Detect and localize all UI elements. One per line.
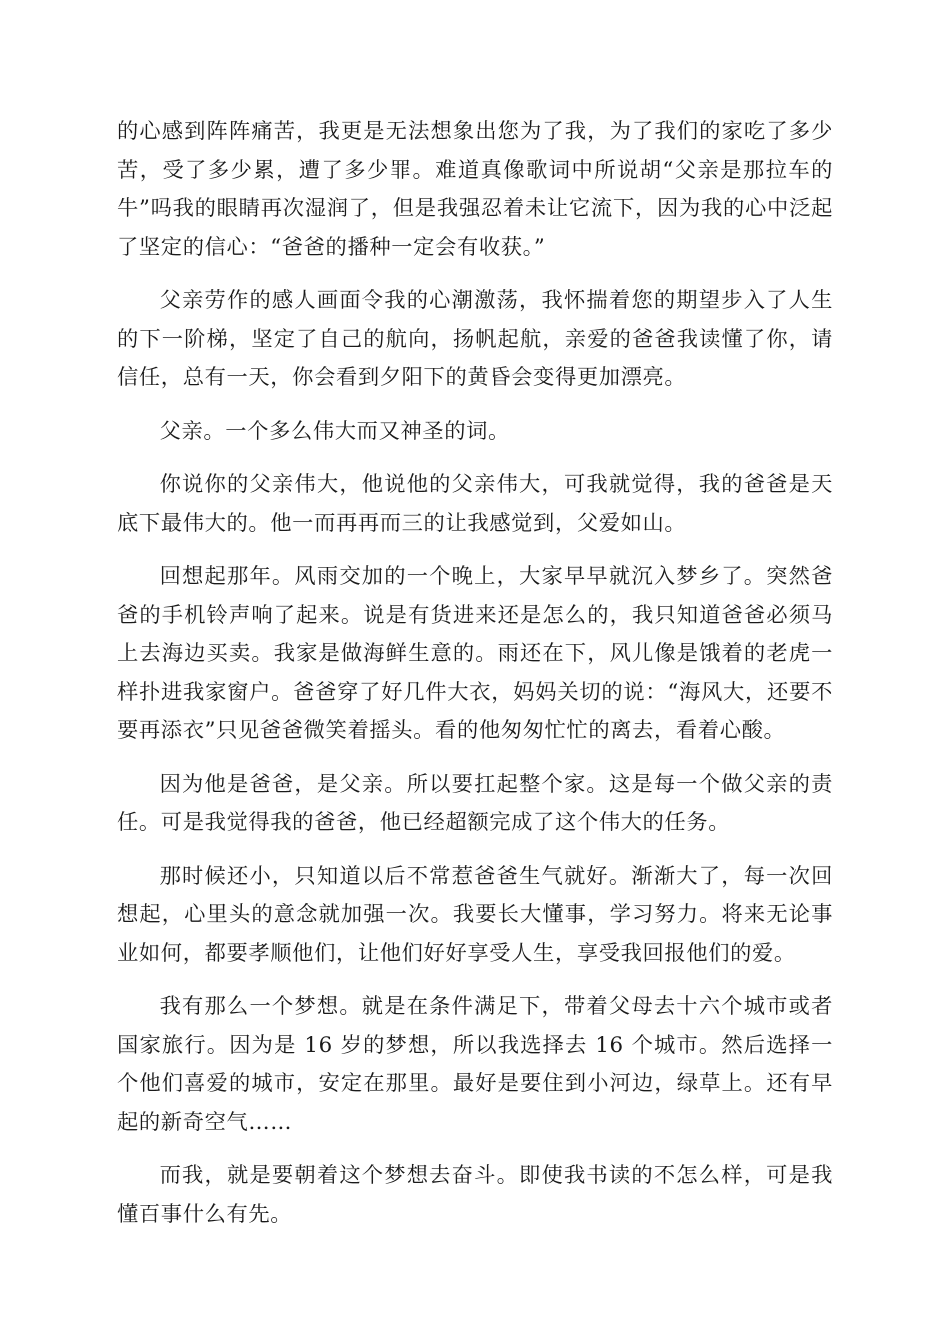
paragraph-2: 父亲劳作的感人画面令我的心潮激荡，我怀揣着您的期望步入了人生的下一阶梯，坚定了自己的航向，扬帆起航，亲爱的爸爸我读懂了你，请信任，总有一天，你会看到夕阳下的黄昏会变得更加漂亮。 bbox=[117, 288, 833, 390]
paragraph-8: 我有那么一个梦想。就是在条件满足下，带着父母去十六个城市或者国家旅行。因为是 16 岁的梦想，所以我选择去 16 个城市。然后选择一个他们喜爱的城市，安定在那里。最好是要住到小河边，绿草上。还有早起的新奇空气…… bbox=[117, 994, 833, 1135]
paragraph-7: 那时候还小，只知道以后不常惹爸爸生气就好。渐渐大了，每一次回想起，心里头的意念就加强一次。我要长大懂事，学习努力。将来无论事业如何，都要孝顺他们，让他们好好享受人生，享受我回报他们的爱。 bbox=[117, 863, 833, 966]
paragraph-1: 的心感到阵阵痛苦，我更是无法想象出您为了我，为了我们的家吃了多少苦，受了多少累，遭了多少罪。难道真像歌词中所说胡“父亲是那拉车的牛”吗我的眼睛再次湿润了，但是我强忍着未让它流下，因为我的心中泛起了坚定的信心：“爸爸的播种一定会有收获。” bbox=[117, 119, 833, 260]
paragraph-4: 你说你的父亲伟大，他说他的父亲伟大，可我就觉得，我的爸爸是天底下最伟大的。他一而再再而三的让我感觉到，父爱如山。 bbox=[117, 472, 833, 536]
paragraph-6: 因为他是爸爸，是父亲。所以要扛起整个家。这是每一个做父亲的责任。可是我觉得我的爸爸，他已经超额完成了这个伟大的任务。 bbox=[117, 771, 833, 835]
document-body bbox=[117, 113, 833, 1249]
paragraph-3: 父亲。一个多么伟大而又神圣的词。 bbox=[159, 418, 510, 444]
paragraph-5: 回想起那年。风雨交加的一个晚上，大家早早就沉入梦乡了。突然爸爸的手机铃声响了起来。说是有货进来还是怎么的，我只知道爸爸必须马上去海边买卖。我家是做海鲜生意的。雨还在下，风儿像是饿着的老虎一样扑进我家窗户。爸爸穿了好几件大衣，妈妈关切的说：“海风大，还要不要再添衣”只见爸爸微笑着摇头。看的他匆匆忙忙的离去，看着心酸。 bbox=[117, 564, 833, 743]
paragraph-9: 而我，就是要朝着这个梦想去奋斗。即使我书读的不怎么样，可是我懂百事什么有先。 bbox=[117, 1163, 833, 1227]
